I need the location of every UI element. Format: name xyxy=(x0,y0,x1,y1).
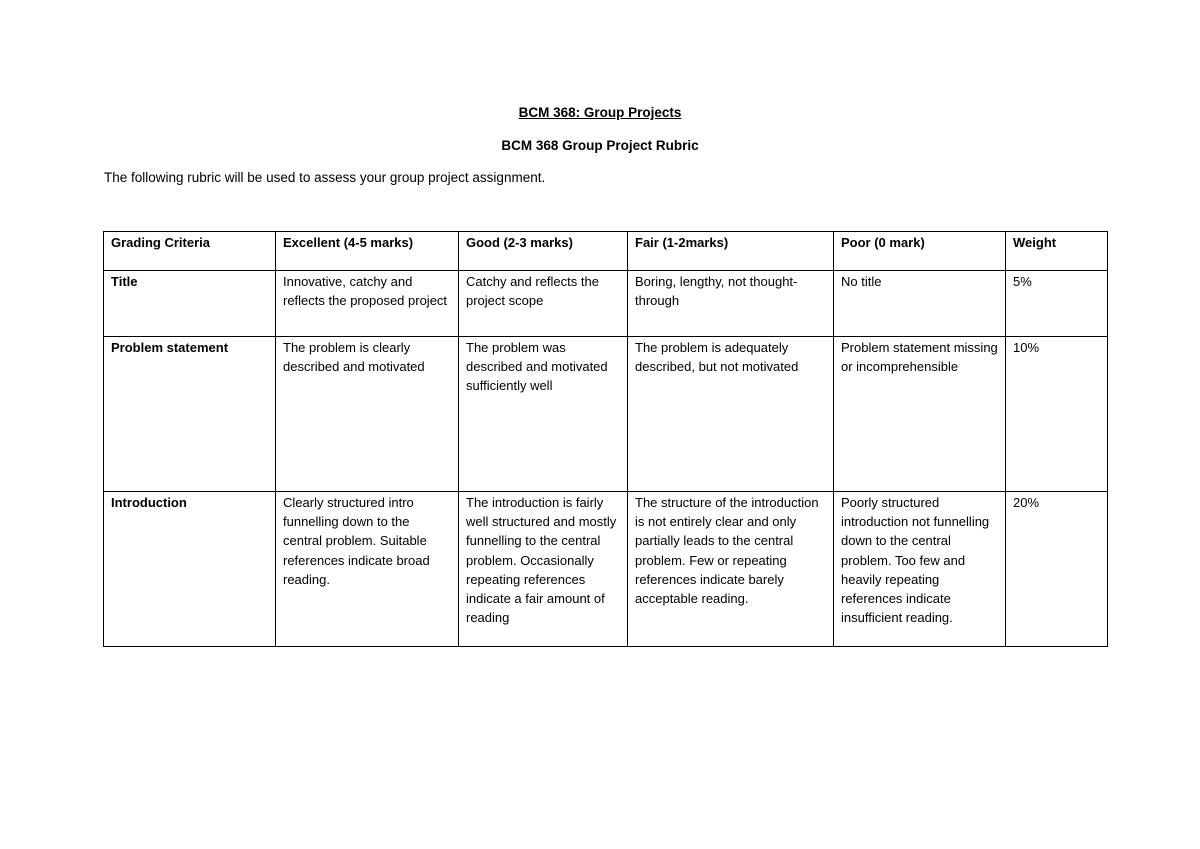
criteria-cell: Problem statement xyxy=(104,337,276,492)
table-row xyxy=(104,337,1108,492)
good-cell: Catchy and reflects the project scope xyxy=(459,271,628,337)
excellent-cell: The problem is clearly described and motivated xyxy=(276,337,459,492)
weight-cell: 5% xyxy=(1006,271,1108,337)
header-fair: Fair (1-2marks) xyxy=(628,232,834,271)
poor-cell: Poorly structured introduction not funnelling down to the central problem. Too few and heavily repeating references indicate insufficient reading. xyxy=(834,492,1006,647)
good-cell: The introduction is fairly well structured and mostly funnelling to the central problem. Occasionally repeating references indicate a fair amount of reading xyxy=(459,492,628,647)
header-criteria: Grading Criteria xyxy=(104,232,276,271)
fair-cell: The problem is adequately described, but not motivated xyxy=(628,337,834,492)
table-row xyxy=(104,492,1108,647)
rubric-table xyxy=(103,231,1108,647)
header-good: Good (2-3 marks) xyxy=(459,232,628,271)
header-weight: Weight xyxy=(1006,232,1108,271)
excellent-cell: Innovative, catchy and reflects the proposed project xyxy=(276,271,459,337)
poor-cell: No title xyxy=(834,271,1006,337)
fair-cell: The structure of the introduction is not entirely clear and only partially leads to the central problem. Few or repeating references indicate barely acceptable reading. xyxy=(628,492,834,647)
intro-paragraph: The following rubric will be used to assess your group project assignment. xyxy=(104,170,546,185)
excellent-cell: Clearly structured intro funnelling down to the central problem. Suitable references indicate broad reading. xyxy=(276,492,459,647)
weight-cell: 10% xyxy=(1006,337,1108,492)
header-poor: Poor (0 mark) xyxy=(834,232,1006,271)
rubric-title: BCM 368 Group Project Rubric xyxy=(501,138,699,153)
good-cell: The problem was described and motivated sufficiently well xyxy=(459,337,628,492)
weight-cell: 20% xyxy=(1006,492,1108,647)
criteria-cell: Introduction xyxy=(104,492,276,647)
table-header-row xyxy=(104,232,1108,271)
document-title: BCM 368: Group Projects xyxy=(518,105,682,120)
criteria-cell: Title xyxy=(104,271,276,337)
fair-cell: Boring, lengthy, not thought-through xyxy=(628,271,834,337)
header-excellent: Excellent (4-5 marks) xyxy=(276,232,459,271)
poor-cell: Problem statement missing or incomprehensible xyxy=(834,337,1006,492)
table-row xyxy=(104,271,1108,337)
